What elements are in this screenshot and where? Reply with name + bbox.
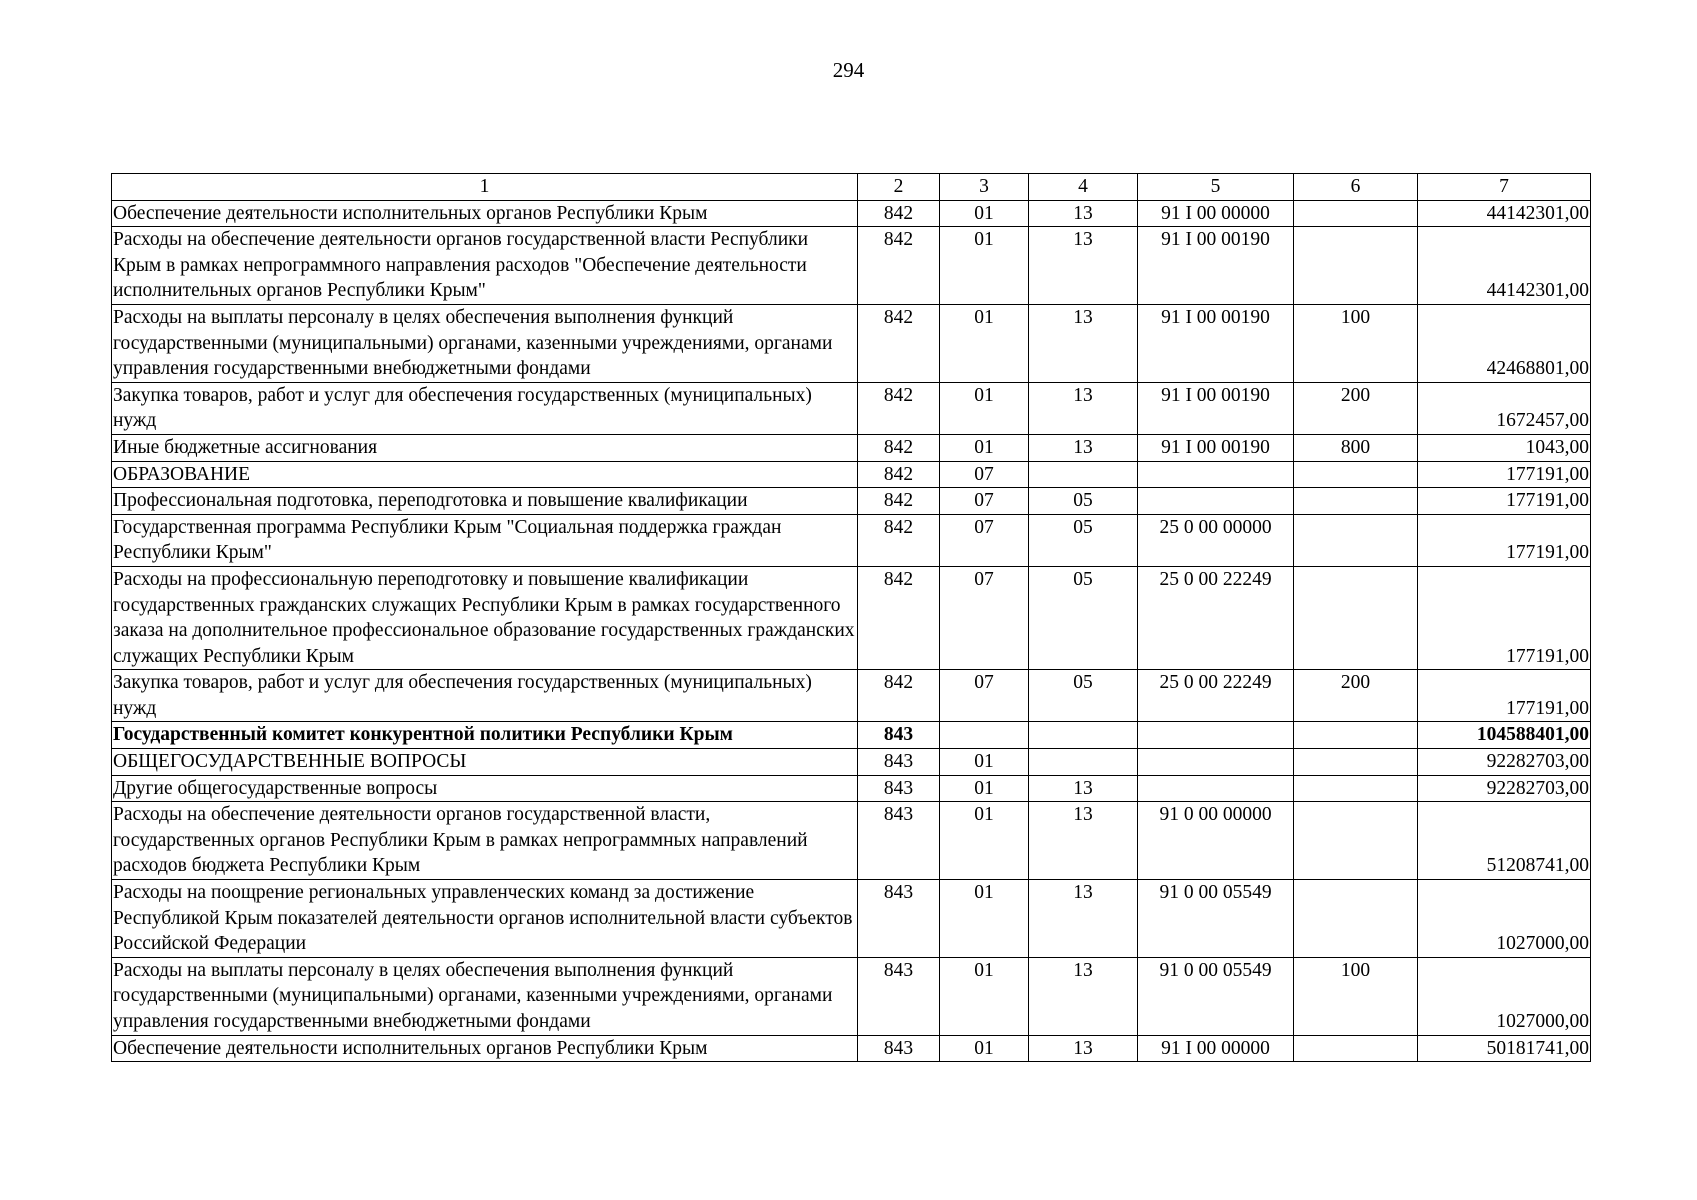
column-header: 3 [940,174,1029,201]
amount-cell: 50181741,00 [1418,1035,1591,1062]
subsection-code-cell: 13 [1029,304,1138,382]
subsection-code-cell: 13 [1029,200,1138,227]
column-header: 6 [1294,174,1418,201]
table-row [112,382,1591,434]
column-header: 1 [112,174,858,201]
section-code-cell: 01 [940,775,1029,802]
section-code-cell: 01 [940,802,1029,880]
ministry-code-cell: 842 [858,461,940,488]
target-article-cell: 91 I 00 00000 [1138,1035,1294,1062]
section-code-cell: 07 [940,461,1029,488]
expense-type-cell: 800 [1294,434,1418,461]
amount-cell: 177191,00 [1418,461,1591,488]
ministry-code-cell: 842 [858,514,940,566]
ministry-code-cell: 842 [858,304,940,382]
budget-table [111,173,1591,1062]
table-row [112,461,1591,488]
subsection-code-cell: 13 [1029,775,1138,802]
amount-cell: 42468801,00 [1418,304,1591,382]
column-header: 4 [1029,174,1138,201]
expense-type-cell [1294,566,1418,669]
subsection-code-cell: 05 [1029,514,1138,566]
ministry-code-cell: 843 [858,1035,940,1062]
expense-type-cell [1294,775,1418,802]
target-article-cell: 91 I 00 00190 [1138,382,1294,434]
section-code-cell: 07 [940,670,1029,722]
target-article-cell [1138,775,1294,802]
expense-type-cell: 100 [1294,957,1418,1035]
section-code-cell: 07 [940,488,1029,515]
row-name-cell: Расходы на поощрение региональных управленческих команд за достижение Республикой Крым показателей деятельности органов исполнительной власти субъектов Российской Федерации [112,880,858,958]
subsection-code-cell: 13 [1029,434,1138,461]
target-article-cell [1138,461,1294,488]
table-row [112,200,1591,227]
amount-cell: 92282703,00 [1418,775,1591,802]
amount-cell: 177191,00 [1418,670,1591,722]
column-header: 2 [858,174,940,201]
ministry-code-cell: 843 [858,957,940,1035]
target-article-cell [1138,488,1294,515]
row-name-cell: Обеспечение деятельности исполнительных органов Республики Крым [112,1035,858,1062]
section-code-cell: 07 [940,514,1029,566]
table-row [112,749,1591,776]
ministry-code-cell: 842 [858,434,940,461]
table-row [112,670,1591,722]
section-code-cell: 01 [940,304,1029,382]
expense-type-cell [1294,227,1418,305]
header-row [112,174,1591,201]
row-name-cell: Закупка товаров, работ и услуг для обеспечения государственных (муниципальных) нужд [112,670,858,722]
amount-cell: 44142301,00 [1418,227,1591,305]
amount-cell: 51208741,00 [1418,802,1591,880]
subsection-code-cell: 05 [1029,488,1138,515]
expense-type-cell: 100 [1294,304,1418,382]
row-name-cell: ОБЩЕГОСУДАРСТВЕННЫЕ ВОПРОСЫ [112,749,858,776]
expense-type-cell [1294,802,1418,880]
table-row [112,434,1591,461]
amount-cell: 177191,00 [1418,566,1591,669]
ministry-code-cell: 842 [858,670,940,722]
ministry-code-cell: 843 [858,722,940,749]
amount-cell: 44142301,00 [1418,200,1591,227]
page-number: 294 [832,58,865,82]
expense-type-cell [1294,461,1418,488]
amount-cell: 1027000,00 [1418,880,1591,958]
target-article-cell: 25 0 00 00000 [1138,514,1294,566]
subsection-code-cell [1029,722,1138,749]
expense-type-cell: 200 [1294,382,1418,434]
ministry-code-cell: 843 [858,802,940,880]
expense-type-cell [1294,749,1418,776]
table-row [112,514,1591,566]
row-name-cell: Профессиональная подготовка, переподготовка и повышение квалификации [112,488,858,515]
column-header: 7 [1418,174,1591,201]
row-name-cell: Расходы на обеспечение деятельности органов государственной власти, государственных органов Республики Крым в рамках непрограммных направлений расходов бюджета Республики Крым [112,802,858,880]
subsection-code-cell: 05 [1029,566,1138,669]
target-article-cell: 91 0 00 05549 [1138,957,1294,1035]
row-name-cell: Расходы на выплаты персоналу в целях обеспечения выполнения функций государственными (муниципальными) органами, казенными учреждениями, органами управления государственными внебюджетными фондами [112,304,858,382]
table-row [112,957,1591,1035]
ministry-code-cell: 842 [858,200,940,227]
table-row [112,227,1591,305]
target-article-cell: 91 I 00 00190 [1138,434,1294,461]
row-name-cell: Расходы на профессиональную переподготовку и повышение квалификации государственных гражданских служащих Республики Крым в рамках государственного заказа на дополнительное профессиональное образование государственных гражданских служащих Республики Крым [112,566,858,669]
amount-cell: 1672457,00 [1418,382,1591,434]
row-name-cell: Расходы на обеспечение деятельности органов государственной власти Республики Крым в рамках непрограммного направления расходов "Обеспечение деятельности исполнительных органов Республики Крым" [112,227,858,305]
section-code-cell: 01 [940,749,1029,776]
target-article-cell: 25 0 00 22249 [1138,670,1294,722]
table-row [112,880,1591,958]
table-row [112,488,1591,515]
ministry-code-cell: 842 [858,566,940,669]
target-article-cell: 25 0 00 22249 [1138,566,1294,669]
ministry-code-cell: 843 [858,775,940,802]
section-code-cell: 07 [940,566,1029,669]
ministry-code-cell: 842 [858,488,940,515]
section-code-cell: 01 [940,1035,1029,1062]
subsection-code-cell: 13 [1029,227,1138,305]
target-article-cell [1138,749,1294,776]
section-code-cell: 01 [940,227,1029,305]
section-code-cell: 01 [940,434,1029,461]
subsection-code-cell: 13 [1029,957,1138,1035]
section-code-cell: 01 [940,200,1029,227]
amount-cell: 177191,00 [1418,514,1591,566]
subsection-code-cell: 13 [1029,880,1138,958]
row-name-cell: Государственная программа Республики Крым "Социальная поддержка граждан Республики Крым" [112,514,858,566]
table-row [112,1035,1591,1062]
expense-type-cell [1294,488,1418,515]
subsection-code-cell [1029,461,1138,488]
amount-cell: 104588401,00 [1418,722,1591,749]
table-body [112,200,1591,1062]
expense-type-cell [1294,1035,1418,1062]
amount-cell: 177191,00 [1418,488,1591,515]
section-code-cell: 01 [940,957,1029,1035]
subsection-code-cell [1029,749,1138,776]
amount-cell: 92282703,00 [1418,749,1591,776]
amount-cell: 1027000,00 [1418,957,1591,1035]
target-article-cell: 91 0 00 00000 [1138,802,1294,880]
subsection-code-cell: 05 [1029,670,1138,722]
table-row [112,304,1591,382]
table-row [112,775,1591,802]
target-article-cell: 91 I 00 00190 [1138,227,1294,305]
table-row [112,802,1591,880]
target-article-cell: 91 I 00 00000 [1138,200,1294,227]
row-name-cell: Иные бюджетные ассигнования [112,434,858,461]
row-name-cell: Обеспечение деятельности исполнительных органов Республики Крым [112,200,858,227]
subsection-code-cell: 13 [1029,382,1138,434]
section-code-cell: 01 [940,880,1029,958]
ministry-code-cell: 842 [858,382,940,434]
row-name-cell: Закупка товаров, работ и услуг для обеспечения государственных (муниципальных) нужд [112,382,858,434]
ministry-code-cell: 843 [858,749,940,776]
expense-type-cell [1294,200,1418,227]
row-name-cell: ОБРАЗОВАНИЕ [112,461,858,488]
row-name-cell: Государственный комитет конкурентной политики Республики Крым [112,722,858,749]
table-row [112,722,1591,749]
subsection-code-cell: 13 [1029,802,1138,880]
row-name-cell: Расходы на выплаты персоналу в целях обеспечения выполнения функций государственными (муниципальными) органами, казенными учреждениями, органами управления государственными внебюджетными фондами [112,957,858,1035]
target-article-cell: 91 0 00 05549 [1138,880,1294,958]
section-code-cell: 01 [940,382,1029,434]
expense-type-cell [1294,514,1418,566]
ministry-code-cell: 843 [858,880,940,958]
section-code-cell [940,722,1029,749]
row-name-cell: Другие общегосударственные вопросы [112,775,858,802]
target-article-cell: 91 I 00 00190 [1138,304,1294,382]
table-row [112,566,1591,669]
target-article-cell [1138,722,1294,749]
amount-cell: 1043,00 [1418,434,1591,461]
subsection-code-cell: 13 [1029,1035,1138,1062]
ministry-code-cell: 842 [858,227,940,305]
column-header: 5 [1138,174,1294,201]
expense-type-cell [1294,722,1418,749]
expense-type-cell [1294,880,1418,958]
expense-type-cell: 200 [1294,670,1418,722]
